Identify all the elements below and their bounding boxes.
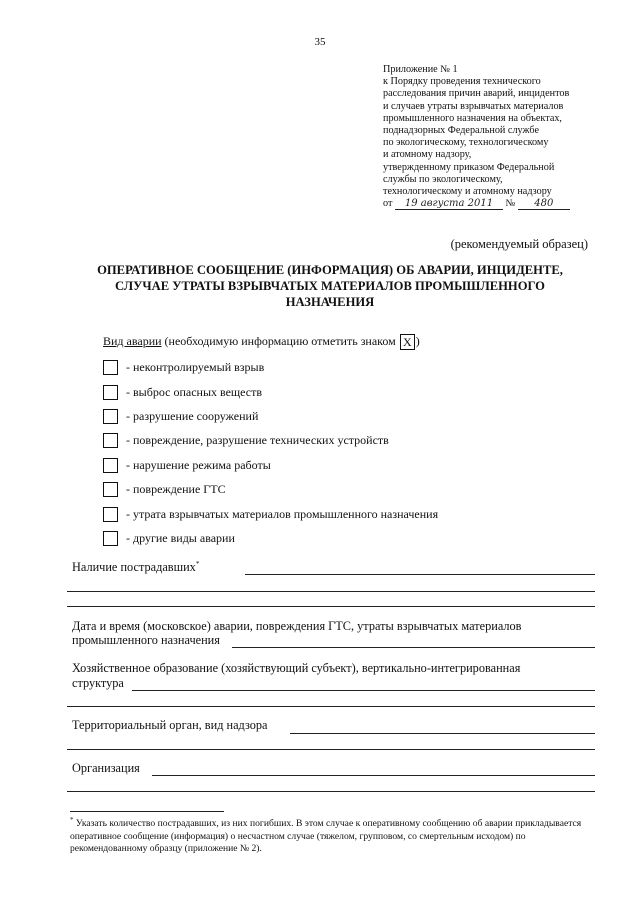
entity-label-line1: Хозяйственное образование (хозяйствующий субъект), вертикально-интегрированная (72, 661, 521, 675)
footnote-mark: * (70, 816, 74, 824)
footnote (70, 814, 590, 856)
page-number: 35 (314, 36, 326, 48)
option-gts-damage[interactable] (103, 481, 226, 497)
appendix-line: утвержденному приказом Федеральной (383, 161, 555, 173)
option-device-damage[interactable] (103, 432, 389, 448)
option-label: - разрушение сооружений (126, 408, 259, 423)
appendix-line: промышленного назначения на объектах, (383, 112, 562, 124)
title-line: НАЗНАЧЕНИЯ (285, 295, 375, 309)
title-line: СЛУЧАЕ УТРАТЫ ВЗРЫВЧАТЫХ МАТЕРИАЛОВ ПРОМЫШЛЕННОГО (115, 279, 545, 293)
appendix-line: и случаев утраты взрывчатых материалов (383, 100, 564, 112)
appendix-line: расследования причин аварий, инцидентов (383, 88, 570, 100)
closing-paren: ) (415, 334, 420, 348)
entity-input-line[interactable] (132, 690, 595, 691)
appendix-line: и атомному надзору, (383, 149, 472, 161)
victims-label (72, 560, 199, 575)
checkbox[interactable] (103, 433, 118, 448)
victims-input-line-3[interactable] (67, 606, 595, 607)
datetime-input-line[interactable] (232, 647, 595, 648)
document-title (60, 262, 600, 310)
option-explosives-loss[interactable] (103, 506, 438, 522)
organization-input-line-2[interactable] (67, 791, 595, 792)
sample-note: (рекомендуемый образец) (450, 237, 588, 251)
option-uncontrolled-explosion[interactable] (103, 359, 264, 375)
option-hazardous-release[interactable] (103, 384, 262, 400)
accident-type-label: Вид аварии (103, 334, 162, 348)
checkbox[interactable] (103, 507, 118, 522)
footnote-text: Указать количество пострадавших, из них погибших. В этом случае к оперативному сообщению об аварии прикладывается оперативное сообщение (информация) о несчастном случае (тяжелом, групповом, со смертельным исходом) по рекомендованному образцу (приложение № 2). (70, 818, 582, 855)
appendix-date-line (383, 198, 613, 210)
entity-input-line-2[interactable] (67, 706, 595, 707)
appendix-line: по экологическому, технологическому (383, 137, 549, 149)
option-label: - повреждение, разрушение технических устройств (126, 432, 389, 447)
option-label: - утрата взрывчатых материалов промышленного назначения (126, 506, 439, 521)
territorial-input-line-2[interactable] (67, 749, 595, 750)
checkbox[interactable] (103, 360, 118, 375)
accident-type-instruction: (необходимую информацию отметить знаком (164, 334, 396, 348)
organization-input-line[interactable] (152, 775, 595, 776)
checkbox[interactable] (103, 409, 118, 424)
option-other-accident[interactable] (103, 530, 235, 546)
option-label: - неконтролируемый взрыв (126, 359, 265, 374)
handwritten-date: 19 августа 2011 (395, 198, 503, 210)
checkbox[interactable] (103, 531, 118, 546)
victims-input-line[interactable] (245, 574, 595, 575)
appendix-block (383, 64, 613, 210)
appendix-line: технологическому и атомному надзору (383, 186, 552, 198)
datetime-label-line2: промышленного назначения (72, 633, 220, 647)
appendix-line: службы по экологическому, (383, 173, 503, 185)
option-operation-violation[interactable] (103, 457, 271, 473)
option-label: - выброс опасных веществ (126, 384, 263, 399)
victims-text: Наличие пострадавших (72, 560, 196, 575)
appendix-line: Приложение № 1 (383, 64, 458, 75)
victims-input-line-2[interactable] (67, 591, 595, 592)
option-structure-destruction[interactable] (103, 408, 258, 424)
victims-footnote-mark: * (195, 560, 200, 568)
accident-type-heading (103, 334, 420, 350)
option-label: - нарушение режима работы (126, 457, 271, 472)
checkbox[interactable] (103, 458, 118, 473)
territorial-input-line[interactable] (290, 733, 595, 734)
footnote-separator (70, 811, 224, 812)
date-prefix: от (383, 198, 393, 210)
checkbox[interactable] (103, 385, 118, 400)
option-label: - повреждение ГТС (126, 481, 226, 496)
checkbox[interactable] (103, 482, 118, 497)
organization-label: Организация (72, 761, 140, 775)
appendix-line: к Порядку проведения технического (383, 76, 541, 88)
appendix-line: поднадзорных Федеральной службе (383, 125, 539, 137)
territorial-label: Территориальный орган, вид надзора (72, 718, 268, 732)
option-label: - другие виды аварии (126, 530, 235, 545)
datetime-label-line1: Дата и время (московское) аварии, повреждения ГТС, утраты взрывчатых материалов (72, 619, 522, 633)
x-mark-sample: X (400, 334, 415, 350)
handwritten-number: 480 (518, 198, 570, 210)
title-line: ОПЕРАТИВНОЕ СООБЩЕНИЕ (ИНФОРМАЦИЯ) ОБ АВАРИИ, ИНЦИДЕНТЕ, (97, 263, 563, 277)
entity-label-line2: структура (72, 676, 124, 690)
number-sign: № (505, 198, 516, 210)
